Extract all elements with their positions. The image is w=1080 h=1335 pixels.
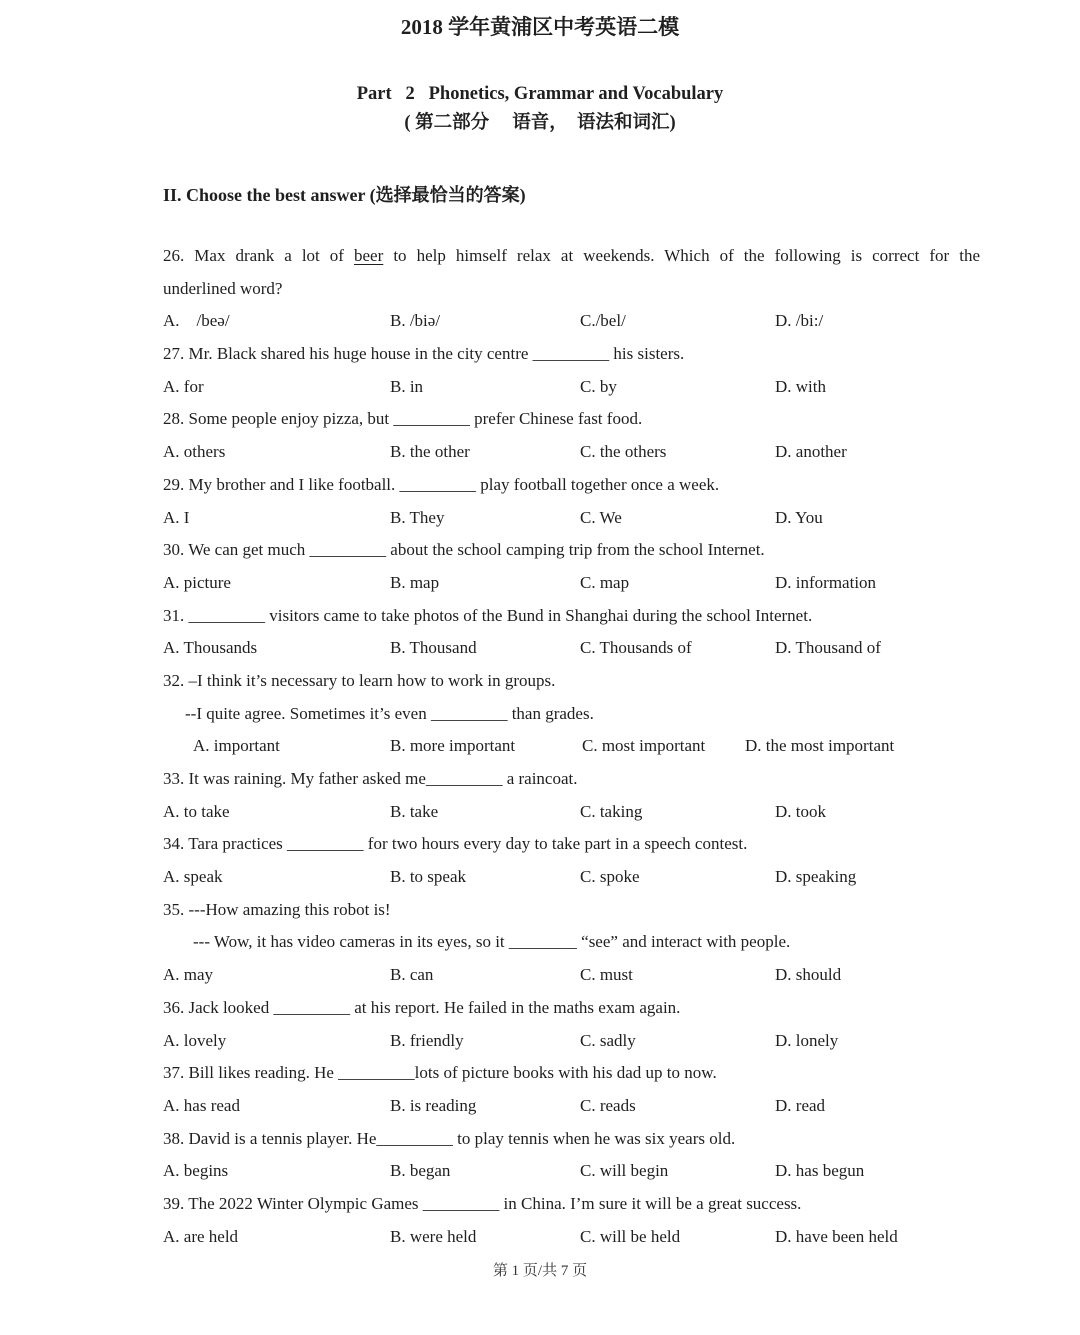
stem-text: 30. We can get much _________ about the school camping trip from the school Internet. xyxy=(163,540,765,560)
stem-text: underlined word? xyxy=(163,278,283,298)
underlined-word: beer xyxy=(354,246,384,265)
question-32-option-C: C. most important xyxy=(582,736,706,756)
question-34-option-B: B. to speak xyxy=(390,867,467,887)
question-37-option-D: D. read xyxy=(775,1095,826,1115)
stem-text: 34. Tara practices _________ for two hours every day to take part in a speech contest. xyxy=(163,834,748,854)
question-36-option-C: C. sadly xyxy=(580,1030,636,1050)
question-34-option-A: A. speak xyxy=(163,867,223,887)
part-subtitle: ( 第二部分 语音， 语法和词汇) xyxy=(404,113,676,133)
doc-title: 2018 学年黄浦区中考英语二模 xyxy=(400,15,680,39)
question-36-options-row xyxy=(163,1025,980,1058)
stem-text: 28. Some people enjoy pizza, but _________ prefer Chinese fast food. xyxy=(163,409,643,429)
question-28-option-C: C. the others xyxy=(580,442,667,462)
question-32-stem-line-2 xyxy=(163,698,980,731)
question-27-option-C: C. by xyxy=(580,376,617,396)
question-28-option-A: A. others xyxy=(163,442,226,462)
question-31-option-D: D. Thousand of xyxy=(775,638,881,658)
question-30-option-D: D. information xyxy=(775,572,877,592)
questions-list xyxy=(163,240,980,1253)
question-32-options-row xyxy=(163,730,980,763)
question-35-option-D: D. should xyxy=(775,965,842,985)
page-number-footer: 第 1 页/共 7 页 xyxy=(492,1263,588,1279)
stem-text: 29. My brother and I like football. _________ play football together once a week. xyxy=(163,474,720,494)
stem-text: 39. The 2022 Winter Olympic Games _________ in China. I’m sure it will be a great success. xyxy=(163,1193,802,1213)
question-35-options-row xyxy=(163,959,980,992)
question-27-option-D: D. with xyxy=(775,376,826,396)
question-28-option-D: D. another xyxy=(775,442,847,462)
question-26-stem-line-2 xyxy=(163,273,980,306)
question-26-option-B: B. /biə/ xyxy=(390,311,441,331)
question-28-option-B: B. the other xyxy=(390,442,470,462)
question-38-option-D: D. has begun xyxy=(775,1161,865,1181)
question-28-options-row xyxy=(163,436,980,469)
question-31-options-row xyxy=(163,632,980,665)
question-36-option-B: B. friendly xyxy=(390,1030,464,1050)
question-29-option-A: A. I xyxy=(163,507,190,527)
stem-text: 38. David is a tennis player. He_________ to play tennis when he was six years old. xyxy=(163,1128,736,1148)
question-33-option-B: B. take xyxy=(390,801,439,821)
stem-text: --I quite agree. Sometimes it’s even _________ than grades. xyxy=(185,703,594,723)
question-35-option-C: C. must xyxy=(580,965,633,985)
question-37-options-row xyxy=(163,1090,980,1123)
question-29-stem-line-1 xyxy=(163,469,980,502)
question-39-option-B: B. were held xyxy=(390,1226,477,1246)
question-38-option-B: B. began xyxy=(390,1161,451,1181)
question-35-option-B: B. can xyxy=(390,965,434,985)
stem-text: 37. Bill likes reading. He _________lots of picture books with his dad up to now. xyxy=(163,1063,717,1083)
question-27-option-A: A. for xyxy=(163,376,204,396)
question-37-stem-line-1 xyxy=(163,1057,980,1090)
question-31-option-B: B. Thousand xyxy=(390,638,477,658)
question-33-stem-line-1 xyxy=(163,763,980,796)
question-29-option-D: D. You xyxy=(775,507,823,527)
question-27-options-row xyxy=(163,371,980,404)
question-30-options-row xyxy=(163,567,980,600)
question-36-option-A: A. lovely xyxy=(163,1030,227,1050)
question-37-option-B: B. is reading xyxy=(390,1095,477,1115)
question-26-options-row xyxy=(163,305,980,338)
question-35-stem-line-1 xyxy=(163,894,980,927)
question-33-option-A: A. to take xyxy=(163,801,230,821)
question-34-option-D: D. speaking xyxy=(775,867,857,887)
question-34-stem-line-1 xyxy=(163,828,980,861)
question-35-stem-line-2 xyxy=(163,926,980,959)
section-heading: II. Choose the best answer (选择最恰当的答案) xyxy=(163,185,526,205)
question-39-option-D: D. have been held xyxy=(775,1226,898,1246)
question-39-option-A: A. are held xyxy=(163,1226,239,1246)
part-title: Part 2 Phonetics, Grammar and Vocabulary xyxy=(356,84,724,104)
question-39-option-C: C. will be held xyxy=(580,1226,681,1246)
question-34-options-row xyxy=(163,861,980,894)
stem-text: 32. –I think it’s necessary to learn how to work in groups. xyxy=(163,670,556,690)
question-26-option-C: C./bel/ xyxy=(580,311,626,331)
question-37-option-C: C. reads xyxy=(580,1095,636,1115)
question-29-option-B: B. They xyxy=(390,507,445,527)
question-27-stem-line-1 xyxy=(163,338,980,371)
stem-text: 31. _________ visitors came to take photos of the Bund in Shanghai during the school Internet. xyxy=(163,605,813,625)
question-32-option-D: D. the most important xyxy=(745,736,895,756)
question-37-option-A: A. has read xyxy=(163,1095,240,1115)
question-34-option-C: C. spoke xyxy=(580,867,640,887)
question-39-stem-line-1 xyxy=(163,1188,980,1221)
question-39-options-row xyxy=(163,1221,980,1254)
question-26-option-D: D. /bi:/ xyxy=(775,311,824,331)
stem-text: 27. Mr. Black shared his huge house in the city centre _________ his sisters. xyxy=(163,344,685,364)
question-31-option-C: C. Thousands of xyxy=(580,638,692,658)
question-27-option-B: B. in xyxy=(390,376,424,396)
question-29-option-C: C. We xyxy=(580,507,622,527)
stem-text: 35. ---How amazing this robot is! xyxy=(163,899,391,919)
question-38-option-A: A. begins xyxy=(163,1161,229,1181)
question-38-options-row xyxy=(163,1155,980,1188)
question-30-option-C: C. map xyxy=(580,572,630,592)
question-38-option-C: C. will begin xyxy=(580,1161,669,1181)
question-29-options-row xyxy=(163,502,980,535)
stem-text: 36. Jack looked _________ at his report. He failed in the maths exam again. xyxy=(163,997,681,1017)
question-31-stem-line-1 xyxy=(163,600,980,633)
question-26-option-A: A. /beə/ xyxy=(163,311,230,331)
question-33-option-D: D. took xyxy=(775,801,826,821)
question-28-stem-line-1 xyxy=(163,403,980,436)
question-32-stem-line-1 xyxy=(163,665,980,698)
question-31-option-A: A. Thousands xyxy=(163,638,258,658)
question-36-option-D: D. lonely xyxy=(775,1030,839,1050)
question-38-stem-line-1 xyxy=(163,1123,980,1156)
question-26-stem-line-1 xyxy=(163,240,980,273)
question-32-option-B: B. more important xyxy=(390,736,516,756)
question-30-stem-line-1 xyxy=(163,534,980,567)
question-36-stem-line-1 xyxy=(163,992,980,1025)
question-33-options-row xyxy=(163,796,980,829)
question-33-option-C: C. taking xyxy=(580,801,643,821)
question-30-option-A: A. picture xyxy=(163,572,231,592)
question-30-option-B: B. map xyxy=(390,572,440,592)
stem-text: 26. Max drank a lot of xyxy=(163,246,355,265)
stem-text: to help himself relax at weekends. Which of the following is correct for the xyxy=(383,246,980,265)
stem-text: --- Wow, it has video cameras in its eyes, so it ________ “see” and interact with people. xyxy=(193,932,791,952)
stem-text: 33. It was raining. My father asked me_________ a raincoat. xyxy=(163,769,578,788)
question-32-option-A: A. important xyxy=(193,736,280,756)
question-35-option-A: A. may xyxy=(163,965,214,985)
